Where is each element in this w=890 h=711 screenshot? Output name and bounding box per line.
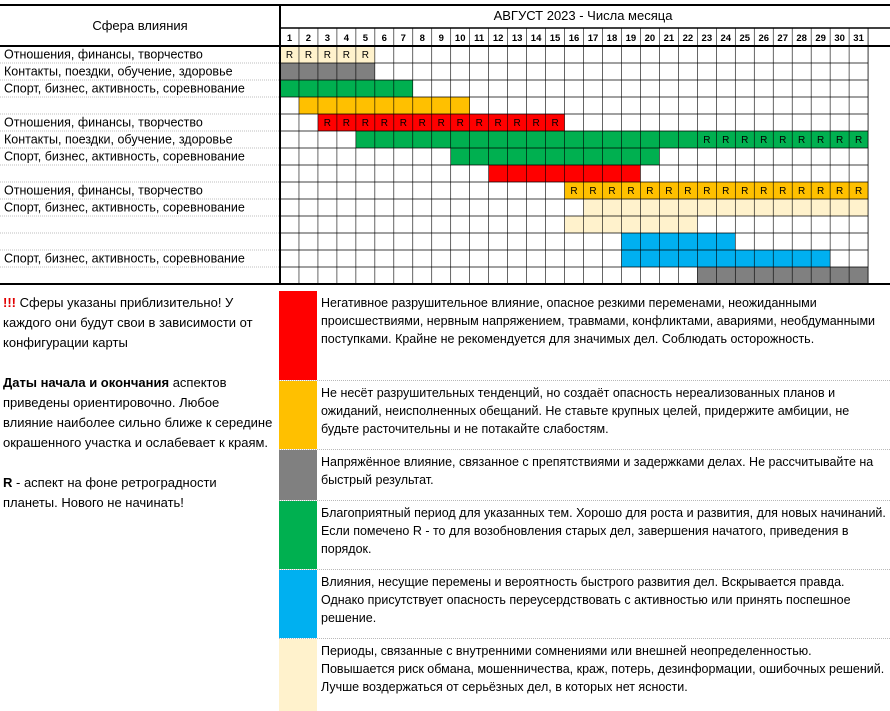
- legend-item-cream: [279, 638, 890, 711]
- day-number: 25: [739, 33, 751, 44]
- row-label: Отношения, финансы, творчество: [4, 47, 203, 62]
- day-number: 4: [343, 33, 350, 44]
- day-number: 27: [777, 33, 788, 44]
- legend-swatch-cream: [279, 639, 317, 711]
- row-label: Спорт, бизнес, активность, соревнование: [4, 200, 245, 215]
- day-number: 23: [701, 33, 713, 44]
- retro-mark: R: [835, 186, 844, 197]
- legend-item-gray: [279, 449, 890, 500]
- legend-swatch-green: [279, 501, 317, 569]
- sphere-header: Сфера влияния: [92, 18, 188, 33]
- day-number: 31: [853, 33, 864, 44]
- day-number: 29: [815, 33, 826, 44]
- retro-mark: R: [399, 118, 407, 129]
- note-approx: [3, 293, 273, 353]
- day-number: 1: [286, 33, 293, 44]
- bar-row-13: [621, 250, 830, 267]
- retro-mark: R: [475, 118, 483, 129]
- day-number: 15: [549, 33, 561, 44]
- note-retro-text: - аспект на фоне ретроградности планеты. Нового не начинать!: [3, 475, 217, 510]
- day-number: 21: [663, 33, 675, 44]
- retro-mark: R: [456, 118, 464, 129]
- retro-mark: R: [684, 186, 692, 197]
- bar-row-3: [280, 80, 413, 97]
- retro-mark: R: [361, 118, 369, 129]
- day-number: 28: [796, 33, 807, 44]
- day-number: 5: [362, 33, 369, 44]
- legend-swatch-red: [279, 291, 317, 380]
- day-number: 24: [720, 33, 732, 44]
- day-number: 3: [324, 33, 331, 44]
- legend: [279, 291, 890, 711]
- day-number: 19: [625, 33, 637, 44]
- retro-mark: R: [570, 186, 578, 197]
- row-label: Контакты, поездки, обучение, здоровье: [4, 64, 233, 79]
- day-number: 14: [530, 33, 542, 44]
- day-number: 26: [758, 33, 770, 44]
- note-retro-bold: R: [3, 475, 13, 490]
- legend-item-orange: [279, 380, 890, 449]
- retro-mark: R: [380, 118, 388, 129]
- day-number: 20: [644, 33, 656, 44]
- day-number: 10: [454, 33, 466, 44]
- legend-swatch-orange: [279, 381, 317, 449]
- day-number: 30: [834, 33, 845, 44]
- row-label: Отношения, финансы, творчество: [4, 115, 203, 130]
- retro-mark: R: [703, 186, 711, 197]
- retro-mark: R: [665, 186, 673, 197]
- retro-mark: R: [494, 118, 502, 129]
- day-number: 2: [305, 33, 312, 44]
- day-number: 17: [587, 33, 599, 44]
- retro-mark: R: [798, 186, 806, 197]
- retro-mark: R: [437, 118, 445, 129]
- retro-mark: R: [703, 135, 711, 146]
- row-label: Спорт, бизнес, активность, соревнование: [4, 251, 245, 266]
- bar-row-6: [356, 131, 868, 148]
- day-number: 9: [438, 33, 444, 44]
- day-number: 22: [682, 33, 694, 44]
- bar-row-7: [451, 148, 660, 165]
- row-label: Спорт, бизнес, активность, соревнование: [4, 149, 245, 164]
- legend-item-red: [279, 291, 890, 380]
- retro-mark: R: [342, 118, 351, 129]
- retro-mark: R: [532, 118, 540, 129]
- month-title: АВГУСТ 2023 - Числа месяца: [493, 8, 673, 23]
- retro-mark: R: [854, 135, 863, 146]
- retro-mark: R: [589, 186, 597, 197]
- legend-text-green: Благоприятный период для указанных тем. Хорошо для роста и развития, для новых начинаний. Если помечено R - то для возобновления старых дел, завершения начатого, приведения в порядок.: [321, 506, 886, 556]
- retro-mark: R: [835, 135, 844, 146]
- legend-swatch-blue: [279, 570, 317, 638]
- legend-text-cream: Периоды, связанные с внутренними сомнениями или внешней неопределенностью. Повышается риск обмана, мошенничества, краж, потерь, дезинформации, ошибочных решений. Лучше воздержаться от серьёзных дел, в которых нет ясности.: [321, 644, 885, 694]
- bar-row-10: [584, 199, 869, 216]
- day-number: 8: [419, 33, 425, 44]
- note-dates: [3, 373, 273, 453]
- note-dates-text: аспектов приведены ориентировочно. Любое влияние наиболее сильно ближе к середине окрашенного участка и ослабевает к краям.: [3, 375, 273, 450]
- day-number: 6: [381, 33, 387, 44]
- retro-mark: R: [646, 186, 654, 197]
- retro-mark: R: [418, 118, 426, 129]
- day-number: 13: [511, 33, 523, 44]
- retro-mark: R: [342, 50, 351, 61]
- bar-row-14: [697, 267, 868, 284]
- retro-mark: R: [304, 50, 313, 61]
- retro-mark: R: [798, 135, 806, 146]
- day-number: 12: [492, 33, 504, 44]
- legend-text-gray: Напряжённое влияние, связанное с препятствиями и задержками делах. Не рассчитывайте на быстрый результат.: [321, 455, 874, 487]
- retro-mark: R: [741, 186, 749, 197]
- row-label: Спорт, бизнес, активность, соревнование: [4, 81, 245, 96]
- retro-mark: R: [817, 186, 825, 197]
- retro-mark: R: [551, 118, 559, 129]
- bar-row-4: [299, 97, 470, 114]
- day-numbers: [287, 33, 865, 44]
- day-number: 16: [568, 33, 580, 44]
- bar-row-2: [280, 63, 375, 80]
- retro-mark: R: [285, 50, 294, 61]
- legend-text-red: Негативное разрушительное влияние, опасное резкими переменами, неожиданными происшествиями, нервным напряжением, травмами, конфликтами, авариями, необдуманными поступками. Крайне не рекомендуется для значимых дел. Соблюдать осторожность.: [321, 296, 876, 346]
- retro-mark: R: [760, 186, 768, 197]
- day-number: 18: [606, 33, 618, 44]
- note-retro: [3, 473, 273, 513]
- retro-mark: R: [722, 186, 730, 197]
- legend-item-blue: [279, 569, 890, 638]
- day-number: 11: [474, 33, 485, 44]
- retro-mark: R: [779, 186, 787, 197]
- retro-mark: R: [361, 50, 369, 61]
- retro-mark: R: [323, 118, 332, 129]
- legend-text-blue: Влияния, несущие перемены и вероятность быстрого развития дел. Вскрывается правда. Однако присутствует опасность переусердствовать с активностью или принять поспешное решение.: [321, 575, 851, 625]
- retro-mark: R: [779, 135, 787, 146]
- retro-mark: R: [760, 135, 768, 146]
- note-dates-bold: Даты начала и окончания: [3, 375, 170, 390]
- retro-mark: R: [741, 135, 749, 146]
- retro-mark: R: [627, 186, 635, 197]
- note-approx-text: Сферы указаны приблизительно! У каждого они будут свои в зависимости от конфигурации карты: [3, 295, 253, 350]
- warning-mark: !!!: [3, 295, 16, 310]
- row-label: Отношения, финансы, творчество: [4, 183, 203, 198]
- notes-panel: [3, 293, 273, 533]
- bar-row-11: [565, 216, 698, 233]
- retro-mark: R: [722, 135, 730, 146]
- retro-mark: R: [608, 186, 616, 197]
- legend-text-orange: Не несёт разрушительных тенденций, но создаёт опасность нереализованных планов и ожиданий, неисполненных обещаний. Не ставьте крупных целей, придержите амбиции, не будьте расточительны и не потакайте слабостям.: [321, 386, 850, 436]
- gantt-chart: [0, 0, 890, 285]
- day-number: 7: [400, 33, 406, 44]
- legend-item-green: [279, 500, 890, 569]
- retro-mark: R: [513, 118, 521, 129]
- retro-mark: R: [323, 50, 332, 61]
- retro-mark: R: [854, 186, 863, 197]
- row-label: Контакты, поездки, обучение, здоровье: [4, 132, 233, 147]
- retro-mark: R: [817, 135, 825, 146]
- legend-swatch-gray: [279, 450, 317, 500]
